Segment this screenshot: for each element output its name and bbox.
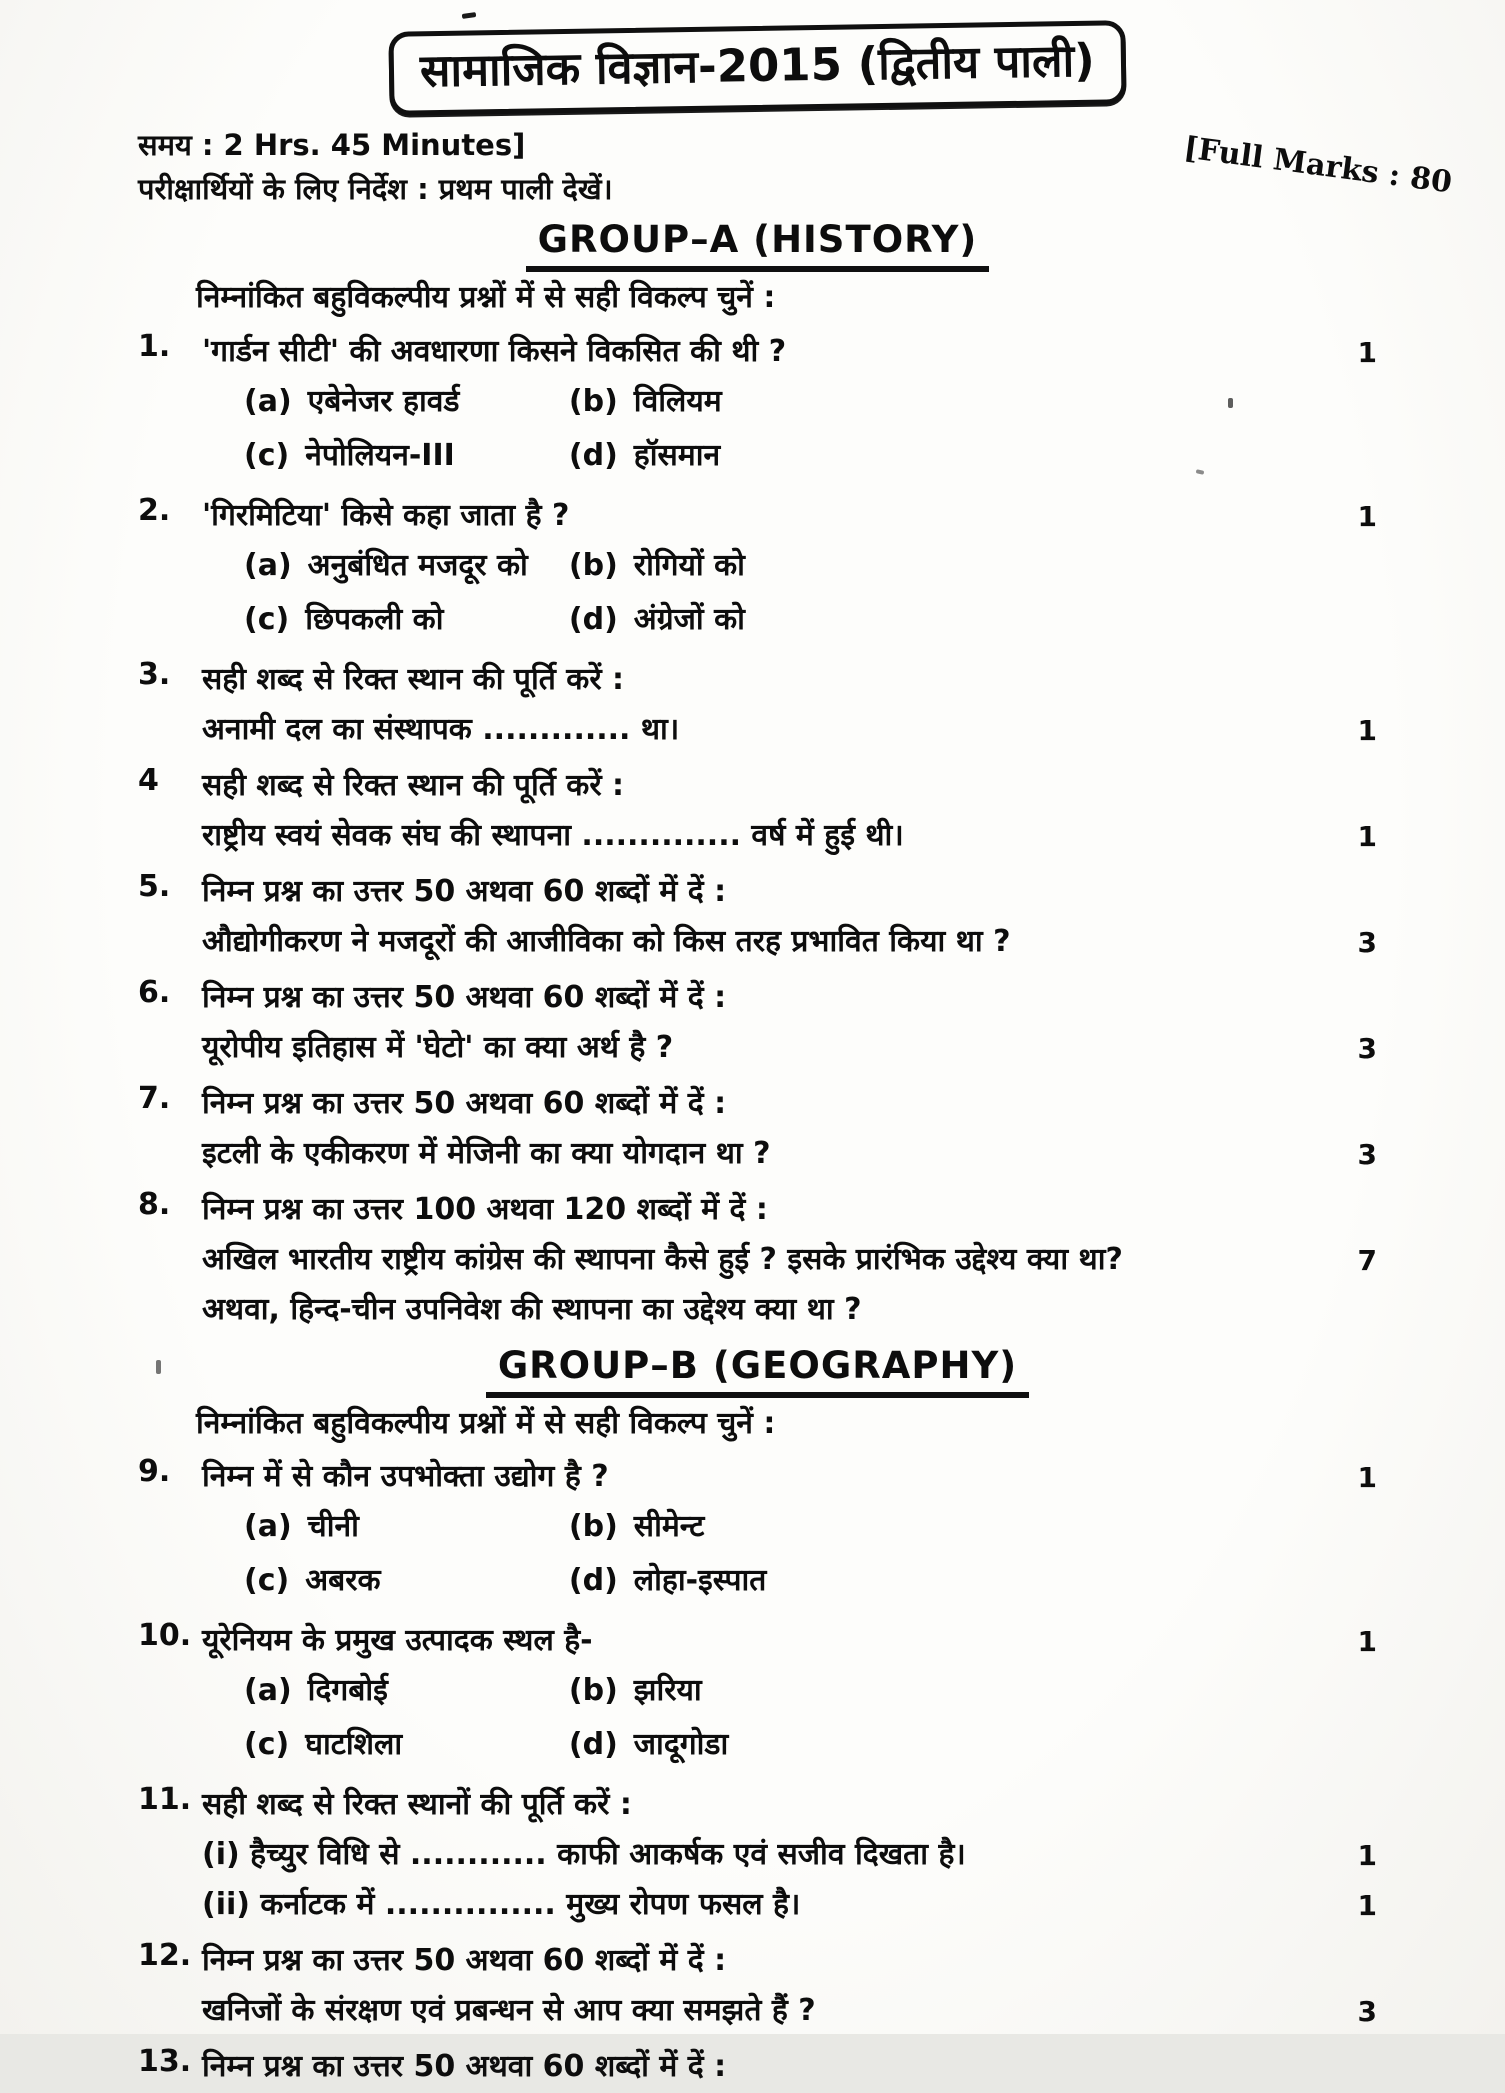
question-body <box>202 1781 1377 1931</box>
question-body <box>202 1186 1377 1336</box>
question-number: 10. <box>138 1618 192 1654</box>
full-marks-label: [Full Marks : 80 <box>1182 130 1455 201</box>
option-a <box>244 378 569 432</box>
option-b <box>569 542 745 596</box>
option-d <box>569 1557 766 1611</box>
option-text: अनुबंधित मजदूर को <box>307 547 528 583</box>
options-row <box>202 378 1327 432</box>
mark-value: 1 <box>1357 499 1377 533</box>
option-letter: (c) <box>244 601 290 637</box>
mark-value <box>1327 1781 1377 1789</box>
question-row <box>202 328 1377 378</box>
group-b-intro: निम्नांकित बहुविकल्पीय प्रश्नों में से सही विकल्प चुनें : <box>196 1405 776 1441</box>
question-number: 4 <box>138 762 159 798</box>
options-row <box>202 542 1327 596</box>
question <box>138 1453 1377 1611</box>
option-letter: (b) <box>568 1673 618 1709</box>
mark-value <box>1327 596 1377 604</box>
option-c <box>244 1557 569 1611</box>
mark-value <box>1327 1557 1377 1565</box>
option-c <box>244 432 569 486</box>
question-row <box>202 596 1377 650</box>
question-row <box>202 1186 1377 1236</box>
question-row <box>202 378 1377 432</box>
question-number: 7. <box>138 1080 171 1116</box>
question-number: 2. <box>138 492 171 528</box>
option-text: छिपकली को <box>305 601 444 637</box>
question-row <box>202 1667 1377 1721</box>
question-row <box>202 492 1377 542</box>
option-b <box>569 378 722 432</box>
question-text: सही शब्द से रिक्त स्थान की पूर्ति करें : <box>202 767 625 803</box>
mark-value <box>1327 974 1377 982</box>
mark-value: 1 <box>1357 1625 1377 1659</box>
question-text: अखिल भारतीय राष्ट्रीय कांग्रेस की स्थापना कैसे हुई ? इसके प्रारंभिक उद्देश्य क्या था? <box>202 1241 1123 1277</box>
question-row <box>202 762 1377 812</box>
option-text: विलियम <box>633 383 722 419</box>
mark-value: 3 <box>1357 1137 1377 1171</box>
question-row <box>202 1286 1377 1336</box>
mark-value: 1 <box>1357 1839 1377 1873</box>
question-body <box>202 492 1377 650</box>
option-text: अबरक <box>305 1563 381 1599</box>
option-letter: (a) <box>244 383 292 419</box>
mark-value: 3 <box>1357 1995 1377 2029</box>
mark-value <box>1327 656 1377 664</box>
exam-title-box <box>388 20 1126 116</box>
group-b-heading <box>138 1344 1377 1398</box>
question-row <box>202 1130 1377 1180</box>
question-text: राष्ट्रीय स्वयं सेवक संघ की स्थापना .............. वर्ष में हुई थी। <box>202 817 904 853</box>
question-row <box>202 1557 1377 1611</box>
option-d <box>569 432 720 486</box>
options-row <box>202 1667 1327 1721</box>
question-row <box>202 1937 1377 1987</box>
option-text: घाटशिला <box>305 1727 403 1763</box>
question-number: 13. <box>138 2044 192 2080</box>
question-text: निम्न में से कौन उपभोक्ता उद्योग है ? <box>202 1459 609 1495</box>
options-row <box>202 1557 1327 1611</box>
question-text: निम्न प्रश्न का उत्तर 50 अथवा 60 शब्दों में दें : <box>202 873 727 909</box>
question-number: 11. <box>138 1782 192 1818</box>
question-row <box>202 706 1377 756</box>
question <box>138 974 1377 1074</box>
mark-value <box>1327 432 1377 440</box>
option-letter: (b) <box>568 547 618 583</box>
option-letter: (d) <box>568 601 618 637</box>
question-body <box>202 656 1377 756</box>
question-body <box>202 1080 1377 1180</box>
options-row <box>202 1721 1327 1775</box>
option-text: दिगबोई <box>307 1673 388 1709</box>
option-letter: (d) <box>568 437 618 473</box>
question <box>138 1080 1377 1180</box>
option-b <box>569 1667 702 1721</box>
mark-value: 7 <box>1357 1243 1377 1277</box>
mark-value <box>1327 1667 1377 1675</box>
question-row <box>202 656 1377 706</box>
question-row <box>202 1617 1377 1667</box>
question-text: सही शब्द से रिक्त स्थानों की पूर्ति करें : <box>202 1787 632 1823</box>
option-c <box>244 596 569 650</box>
mark-value <box>1327 1503 1377 1511</box>
question-text: निम्न प्रश्न का उत्तर 50 अथवा 60 शब्दों में दें : <box>202 1943 727 1979</box>
options-row <box>202 596 1327 650</box>
option-a <box>244 542 569 596</box>
question-body <box>202 1617 1377 1775</box>
option-letter: (b) <box>568 1509 618 1545</box>
question-row <box>202 1080 1377 1130</box>
question <box>138 656 1377 756</box>
question-row <box>202 1987 1377 2037</box>
question-row <box>202 2043 1377 2093</box>
question-text: अनामी दल का संस्थापक ............. था। <box>202 711 680 747</box>
scan-artifact <box>156 1360 161 1374</box>
mark-value: 1 <box>1357 713 1377 747</box>
options-row <box>202 432 1327 486</box>
question <box>138 1937 1377 2037</box>
scan-artifact <box>1228 398 1233 408</box>
question-row <box>202 1781 1377 1831</box>
mark-value <box>1327 1937 1377 1945</box>
question <box>138 492 1377 650</box>
question-body <box>202 762 1377 862</box>
option-letter: (c) <box>244 1727 290 1763</box>
question-number: 12. <box>138 1938 192 1974</box>
question-text: निम्न प्रश्न का उत्तर 50 अथवा 60 शब्दों में दें : <box>202 2049 727 2085</box>
option-text: नेपोलियन-III <box>305 437 455 473</box>
option-text: एबेनेजर हावर्ड <box>307 383 460 419</box>
option-d <box>569 1721 728 1775</box>
group-a-intro: निम्नांकित बहुविकल्पीय प्रश्नों में से सही विकल्प चुनें : <box>196 280 776 316</box>
mark-value <box>1327 378 1377 386</box>
question-row <box>202 812 1377 862</box>
option-text: झरिया <box>633 1673 702 1709</box>
mark-value: 1 <box>1357 1889 1377 1923</box>
question-body <box>202 1937 1377 2037</box>
option-text: अंग्रेजों को <box>633 601 745 637</box>
question-text: यूरोपीय इतिहास में 'घेटो' का क्या अर्थ है ? <box>202 1029 674 1065</box>
question-body <box>202 2043 1377 2093</box>
question-body <box>202 974 1377 1074</box>
question-row <box>202 1024 1377 1074</box>
mark-value <box>1327 542 1377 550</box>
group-a-questions <box>138 328 1377 1336</box>
option-letter: (a) <box>244 1673 292 1709</box>
question-row <box>202 868 1377 918</box>
question-text: यूरेनियम के प्रमुख उत्पादक स्थल है- <box>202 1623 593 1659</box>
question-row <box>202 1503 1377 1557</box>
question-body <box>202 1453 1377 1611</box>
group-b-questions <box>138 1453 1377 2093</box>
option-letter: (c) <box>244 437 290 473</box>
option-text: जादूगोडा <box>633 1727 729 1763</box>
question-row <box>202 918 1377 968</box>
question-number: 5. <box>138 868 171 904</box>
scan-artifact <box>462 12 477 19</box>
question-text: निम्न प्रश्न का उत्तर 50 अथवा 60 शब्दों में दें : <box>202 1085 727 1121</box>
question-text: अथवा, हिन्द-चीन उपनिवेश की स्थापना का उद्देश्य क्या था ? <box>202 1291 862 1327</box>
option-letter: (d) <box>568 1563 618 1599</box>
question-row <box>202 1453 1377 1503</box>
option-d <box>569 596 745 650</box>
option-c <box>244 1721 569 1775</box>
question-body <box>202 868 1377 968</box>
option-a <box>244 1667 569 1721</box>
mark-value <box>1327 762 1377 770</box>
mark-value <box>1327 1286 1377 1294</box>
option-letter: (d) <box>568 1727 618 1763</box>
question-row <box>202 974 1377 1024</box>
time-allowed: समय : 2 Hrs. 45 Minutes] <box>138 128 526 162</box>
question-row <box>202 1881 1377 1931</box>
question-row <box>202 542 1377 596</box>
question <box>138 1186 1377 1336</box>
mark-value: 3 <box>1357 925 1377 959</box>
option-text: हॉसमान <box>633 437 721 473</box>
question-text: 'गिरमिटिया' किसे कहा जाता है ? <box>202 497 570 533</box>
candidate-instructions: परीक्षार्थियों के लिए निर्देश : प्रथम पाली देखें। <box>138 172 613 207</box>
question-text: निम्न प्रश्न का उत्तर 50 अथवा 60 शब्दों में दें : <box>202 979 727 1015</box>
question <box>138 868 1377 968</box>
group-a-heading-text: GROUP–A (HISTORY) <box>526 218 990 272</box>
option-letter: (a) <box>244 1509 292 1545</box>
option-b <box>569 1503 704 1557</box>
question <box>138 2043 1377 2093</box>
question-text: खनिजों के संरक्षण एवं प्रबन्धन से आप क्या समझते हैं ? <box>202 1993 816 2029</box>
option-letter: (a) <box>244 547 292 583</box>
question <box>138 762 1377 862</box>
question-text: सही शब्द से रिक्त स्थान की पूर्ति करें : <box>202 661 625 697</box>
question-row <box>202 1721 1377 1775</box>
question <box>138 1781 1377 1931</box>
question-row <box>202 1236 1377 1286</box>
mark-value: 1 <box>1357 335 1377 369</box>
question <box>138 1617 1377 1775</box>
group-a-heading <box>138 218 1377 272</box>
exam-title: सामाजिक विज्ञान-2015 (द्वितीय पाली) <box>419 33 1096 98</box>
mark-value: 1 <box>1357 819 1377 853</box>
option-text: रोगियों को <box>633 547 745 583</box>
question <box>138 328 1377 486</box>
option-a <box>244 1503 569 1557</box>
option-letter: (b) <box>568 383 618 419</box>
question-text: 'गार्डन सीटी' की अवधारणा किसने विकसित की थी ? <box>202 333 787 369</box>
question-number: 8. <box>138 1186 171 1222</box>
option-text: चीनी <box>307 1509 359 1545</box>
mark-value <box>1327 1080 1377 1088</box>
question-number: 6. <box>138 974 171 1010</box>
option-letter: (c) <box>244 1563 290 1599</box>
question-row <box>202 432 1377 486</box>
question-body <box>202 328 1377 486</box>
group-b-heading-text: GROUP–B (GEOGRAPHY) <box>486 1344 1029 1398</box>
question-number: 1. <box>138 328 171 364</box>
mark-value: 3 <box>1357 1031 1377 1065</box>
question-text: (i) हैच्युर विधि से ............ काफी आकर्षक एवं सजीव दिखता है। <box>202 1837 966 1873</box>
mark-value <box>1327 1721 1377 1729</box>
mark-value <box>1327 868 1377 876</box>
mark-value <box>1327 1186 1377 1194</box>
question-text: (ii) कर्नाटक में ............... मुख्य रोपण फसल है। <box>202 1887 801 1923</box>
question-number: 9. <box>138 1454 171 1490</box>
mark-value <box>1327 2043 1377 2051</box>
question-number: 3. <box>138 656 171 692</box>
question-text: निम्न प्रश्न का उत्तर 100 अथवा 120 शब्दों में दें : <box>202 1191 768 1227</box>
question-text: इटली के एकीकरण में मेजिनी का क्या योगदान था ? <box>202 1135 771 1171</box>
options-row <box>202 1503 1327 1557</box>
mark-value: 1 <box>1357 1461 1377 1495</box>
option-text: लोहा-इस्पात <box>633 1563 767 1599</box>
question-text: औद्योगीकरण ने मजदूरों की आजीविका को किस तरह प्रभावित किया था ? <box>202 923 1011 959</box>
question-row <box>202 1831 1377 1881</box>
option-text: सीमेन्ट <box>633 1509 705 1545</box>
